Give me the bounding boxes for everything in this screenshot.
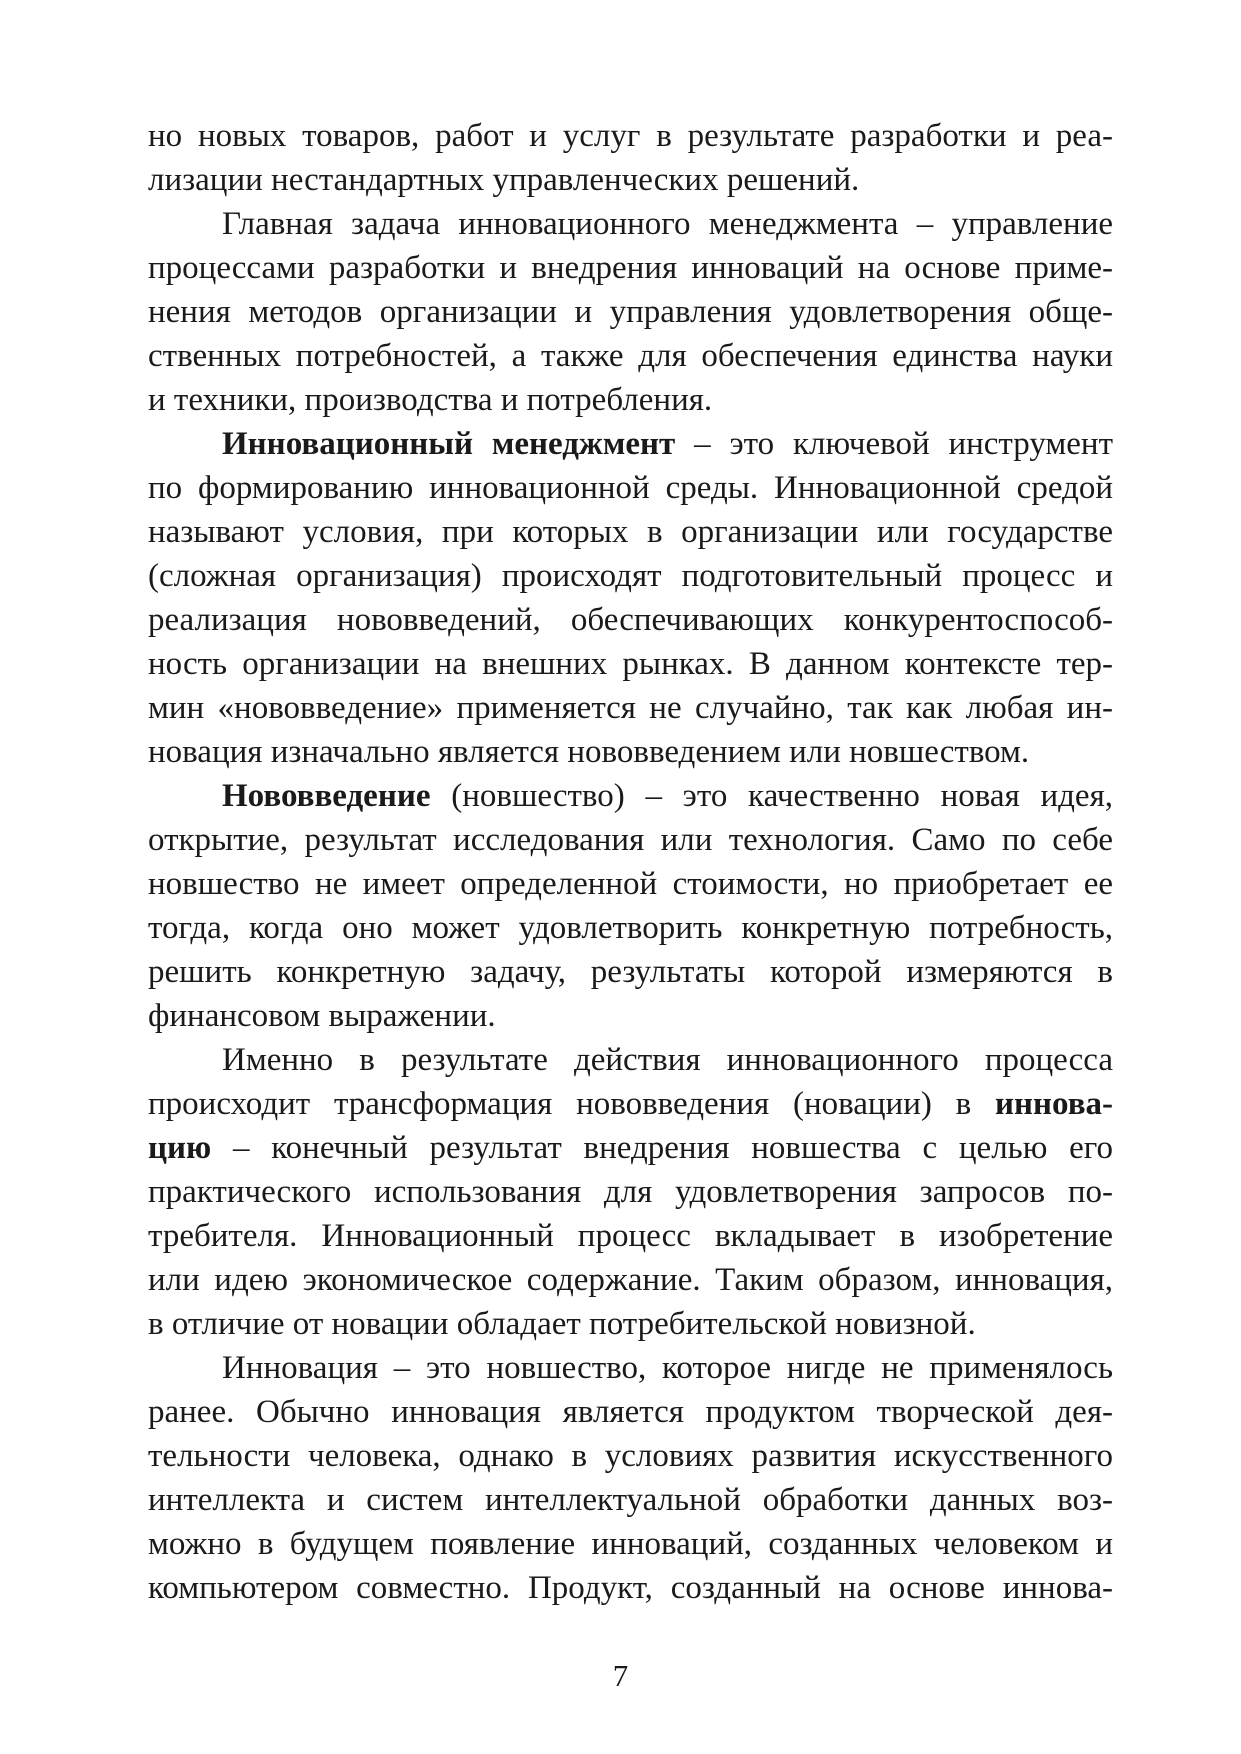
text-line: практического использования для удовлетворения запросов по-: [148, 1174, 1113, 1210]
text-line: тельности человека, однако в условиях развития искусственного: [148, 1438, 1113, 1474]
text-line: по формированию инновационной среды. Инновационной средой: [148, 470, 1113, 506]
text-line: реализация нововведений, обеспечивающих конкурентоспособ-: [148, 602, 1113, 638]
paragraph-innovation-management: [148, 422, 1113, 774]
text-line: открытие, результат исследования или технология. Само по себе: [148, 822, 1113, 858]
text-line: решить конкретную задачу, результаты которой измеряются в: [148, 954, 1113, 990]
text-line: мин «нововведение» применяется не случайно, так как любая ин-: [148, 690, 1113, 726]
text-fragment: – это ключевой инструмент: [675, 426, 1113, 462]
paragraph-novelty: [148, 774, 1113, 1038]
text-line: компьютером совместно. Продукт, созданный на основе иннова-: [148, 1570, 1113, 1606]
text-line: ственных потребностей, а также для обеспечения единства науки: [148, 338, 1113, 374]
term-novelty: Нововведение: [222, 778, 431, 814]
text-line: [148, 1082, 1113, 1126]
text-line: [148, 774, 1113, 818]
text-line: лизации нестандартных управленческих решений.: [148, 162, 860, 198]
text-line: ность организации на внешних рынках. В данном контексте тер-: [148, 646, 1113, 682]
text-line: в отличие от новации обладает потребительской новизной.: [148, 1306, 976, 1342]
page-number: 7: [612, 1658, 629, 1693]
term-innovation-part1: иннова-: [994, 1086, 1113, 1122]
text-line: [148, 1126, 1113, 1170]
text-line: требителя. Инновационный процесс вкладывает в изобретение: [148, 1218, 1113, 1254]
text-line: (сложная организация) происходят подготовительный процесс и: [148, 558, 1113, 594]
term-innovation-management: Инновационный менеджмент: [222, 426, 676, 462]
text-line: Главная задача инновационного менеджмента – управление: [222, 206, 1113, 242]
text-line: интеллекта и систем интеллектуальной обработки данных воз-: [148, 1482, 1113, 1518]
text-line: или идею экономическое содержание. Таким образом, инновация,: [148, 1262, 1113, 1298]
text-line: процессами разработки и внедрения инноваций на основе приме-: [148, 250, 1113, 286]
text-line: новшество не имеет определенной стоимости, но приобретает ее: [148, 866, 1113, 902]
text-line: называют условия, при которых в организации или государстве: [148, 514, 1113, 550]
text-line: ранее. Обычно инновация является продуктом творческой дея-: [148, 1394, 1113, 1430]
text-line: [148, 422, 1113, 466]
term-innovation-part2: цию: [148, 1130, 212, 1166]
text-line: но новых товаров, работ и услуг в результате разработки и реа-: [148, 118, 1113, 154]
text-line: новация изначально является нововведением или новшеством.: [148, 734, 1030, 770]
paragraph-innovation-definition: [148, 1346, 1113, 1610]
text-line: нения методов организации и управления удовлетворения обще-: [148, 294, 1113, 330]
text-fragment: происходит трансформация нововведения (новации) в: [148, 1086, 995, 1122]
text-line: Именно в результате действия инновационного процесса: [222, 1042, 1113, 1078]
paragraph-transformation: [148, 1038, 1113, 1346]
text-fragment: (новшество) – это качественно новая идея,: [430, 778, 1113, 814]
page-body: [148, 114, 1113, 1610]
text-line: можно в будущем появление инноваций, созданных человеком и: [148, 1526, 1113, 1562]
text-fragment: – конечный результат внедрения новшества с целью его: [211, 1130, 1113, 1166]
text-line: тогда, когда оно может удовлетворить конкретную потребность,: [148, 910, 1113, 946]
paragraph-continuation: [148, 114, 1113, 202]
text-line: Инновация – это новшество, которое нигде не применялось: [222, 1350, 1113, 1386]
paragraph-main-task: [148, 202, 1113, 422]
text-line: и техники, производства и потребления.: [148, 382, 713, 418]
text-line: финансовом выражении.: [148, 998, 496, 1034]
